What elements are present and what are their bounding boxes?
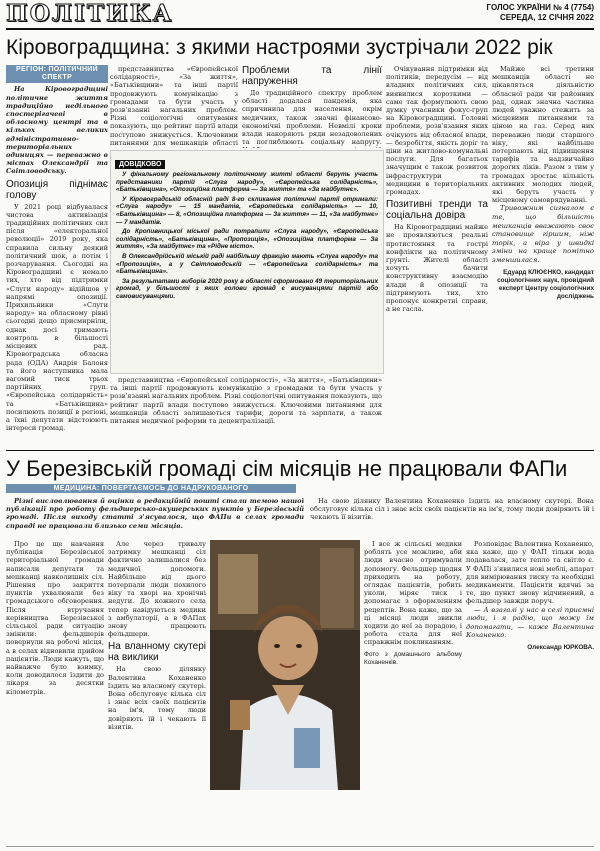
article2-paragraph: Про це ще навчання публікація Березівської територіальної громади написали депутати та мешканці навколишніх сіл. Рішення про закриття пунктів ухвалювали без громадського обговорення. Після втручання керівництва Березівської сільської ради ситуацію змінили: фельдшерів повернули на робочі місця, а в селах відновили прийом пацієнтів. Люди кажуть, що найважче було взимку, коли доводилося їздити до лікаря за десятки кілометрів. xyxy=(6,540,104,696)
article1-subhead-trends: Позитивні тренди та соціальна довіра xyxy=(386,199,488,222)
article1-column-2b xyxy=(110,376,382,446)
reference-box xyxy=(110,150,384,374)
article2-paragraph: Але через тривалу затримку мешканці сіл фактично залишалися без медичної допомоги. Найбільше від цього потерпали люди похилого віку та хворі на хронічні недуги. До кожного села тепер навідуються медики з амбулаторії, а в ФАПах знову працюють фельдшери. xyxy=(108,540,206,639)
section-title: ПОЛІТИКА xyxy=(6,0,174,27)
article2-signoff: Олександр ЮРКОВА. xyxy=(527,644,594,651)
article1-paragraph: На Кіровоградщині майже не проявляються реальні протистояння та гострі конфлікти на політичному ґрунті. Жителі області хочуть бачити конструктивну взаємодію влади й опозиції та підтримують тих, хто пропонує конкретні справи, а не гасла. xyxy=(386,223,488,314)
article2-subhead-scooter: На вланному скутері на виклики xyxy=(108,641,206,664)
top-rule xyxy=(6,28,594,30)
article1-paragraph: представництва «Європейської солідарності», «За життя», «Батьківщини» та інші партії продовжують комунікацію з громадами та бути участь у розв'язанні нагальних проблем. Різні соціологічні опитування показують, що рейтинг партії влади поступово знижується. Ключовими питаннями для мешканців області xyxy=(110,65,238,147)
article1-lead: На Кіровоградщині політичне життя традиційно недільного спостерігачеві в обласному центрі та в кількох великих адміністративно-територіальних одиницях — переважно в містах Олександрії та Світловодську. xyxy=(6,85,108,176)
article1-column-4 xyxy=(386,65,488,445)
article2-column-3-top xyxy=(310,497,594,537)
article2-lead: Різні висловлювання й оцінки в редакційній пошті стали темою нашої публікації про роботу фельдшерсько-акушерських пунктів у Березівській громаді. Після виходу статті з'ясувалося, що ФАПи в селах громади справді не працювали близько семи місяців. xyxy=(6,497,304,530)
article1-headline: Кіровоградщина: з якими настроями зустрічали 2022 рік xyxy=(6,36,553,59)
article2-lead-block xyxy=(6,497,304,537)
article1-paragraph: Майже всі третини мешканців області не цікавляться діяльністю обласної ради чи районних рад, однак значна частина людей уважно стежить за місцевими питаннями та ціною на газ. Серед них переважно люди старшого віку, які найбільше потерпають від підвищення тарифів та надзвичайно дорогих ліків. Разом з тим у громадах зростає кількість активних молодих людей, які беруть участь у місцевому самоврядуванні. xyxy=(492,65,594,205)
article1-column-2 xyxy=(110,65,238,148)
article1-rubric: РЕГІОН: ПОЛІТИЧНИЙ СПЕКТР xyxy=(6,65,108,83)
reference-paragraph: В Олександрійській міській раді найбільшу фракцію мають «Слуга народу» та «Пропозиція», а у Світловодській — «Європейська солідарність» та «Батьківщина». xyxy=(116,252,378,276)
article2-column-1 xyxy=(6,540,104,840)
article2-column-2 xyxy=(108,540,206,840)
article1-signoff: Едуард КЛЮЄНКО, кандидат соціологічних наук, провідний експерт Центру соціологічних досліджень xyxy=(497,268,594,300)
article2-headline: У Березівській громаді сім місяців не працювали ФАПи xyxy=(6,456,568,481)
paper-issue: ГОЛОС УКРАЇНИ № 4 (7754) xyxy=(486,3,594,12)
article2-paragraph: Розповідає Валентина Коханенко, яка каже, що у ФАП тільки вода подавалася, зате тепло та світло є. У ФАПі з'явилися нові меблі, апарат для вимірювання тиску та необхідні медикаменти. Пацієнти вдячні за те, що пункт знову відчинений, а фельдшер завжди поруч. xyxy=(466,540,594,606)
article1-column-3 xyxy=(242,65,382,148)
article1-paragraph: представництва «Європейської солідарності», «За життя», «Батьківщини» та інші партії продовжують комунікацію з громадами та бути участь у розв'язанні нагальних проблем. Різні соціологічні опитування показують, що рейтинг партії влади поступово знижується. Ключовими питаннями для мешканців області залишаються тарифи, дороги та зарплати, а також питання медичної реформи та децентралізації. xyxy=(110,376,382,426)
section-divider xyxy=(6,450,594,451)
article1-subhead-opposition: Опозиція піднімає голову xyxy=(6,178,108,201)
reference-paragraph: За результатами виборів 2020 року в області сформовано 49 територіальних громад, у більшості з яких голови громад є висуванцями партій або самовисуванцями. xyxy=(116,277,378,300)
article2-paragraph: На свою ділянку Валентина Коханенко їздить на власному скутері. Вона обслуговує кілька сіл і знає всіх своїх пацієнтів на ім'я, тому люди довіряють їй і чекають її візитів. xyxy=(108,665,206,731)
nurse-photo xyxy=(210,540,360,790)
article2-quote: — А взагалі у нас в селі приємні люди, і я радію, що можу їм допомагати, — каже Валентина Коханенко. xyxy=(466,605,594,640)
article2-rubric: МЕДИЦИНА: ПОВЕРТАЄМОСЬ ДО НАДРУКОВАНОГО xyxy=(6,484,296,493)
article2-paragraph: І все ж сільські медики роблять усе можливе, аби люди вчасно отримували допомогу. Фельдшер щодня приходить на роботу, оглядає пацієнтів, робить уколи, міряє тиск і допомагає з оформленням рецептів. Вона каже, що за ці місяці люди звикли ходити до неї за порадою, і робота стала для неї справжнім покликанням. xyxy=(364,540,462,647)
article2-paragraph: На свою ділянку Валентина Коханенко їздить на власному скутері. Вона обслуговує кілька сіл і знає всіх своїх пацієнтів на ім'я, тому люди довіряють їй і чекають її візитів. xyxy=(310,497,594,522)
article2-header xyxy=(6,484,594,493)
article2-column-4 xyxy=(364,540,462,840)
reference-paragraph: До Кропивницької міської ради потрапили «Слуга народу», «Європейська солідарність», «Батьківщина», «Пропозиція», «Опозиційна платформа — За життя», «За майбутнє» та «Рідне місто». xyxy=(116,228,378,251)
masthead xyxy=(6,0,594,27)
article1-paragraph: Очікування підтримки від політиків, передусім — від владних політичних сил, виявилися короткими — саме так формулюють свою думку учасники фокус-груп на Кіровоградщині. Головні проблеми, розв'язання яких очікують від обласної влади, — безробіття, якість доріг та ціни на житлово-комунальні послуги. Для багатьох значущим є також розвиток інфраструктури та медицини в територіальних громадах. xyxy=(386,65,488,197)
photo-caption: Фото з домашнього альбому Коханенків. xyxy=(364,650,462,666)
nurse-photo-image xyxy=(210,540,360,790)
article1-paragraph: До традиційного спектру проблем області додалася пандемія, яка спричинила для населення, окрім медичних, також значні фінансово-економічні проблеми. Невмілі кроки влади накоряють ряди незадоволених та поглиблюють соціальну напругу. xyxy=(242,89,382,147)
reference-paragraph: У Кіровоградській обласній раді 8-го скликання політичні партії отримали: «Слуга народу» — 15 мандатів, «Європейська солідарність» — 10, «Батьківщина» — 8, «Опозиційна платформа — За життя» — 11, «За майбутнє» — 7 мандатів. xyxy=(116,195,378,226)
reference-tag: ДОВІДКОВО xyxy=(115,160,165,169)
bottom-rule xyxy=(6,846,594,847)
issue-info xyxy=(487,3,594,23)
reference-paragraph: У фінальному регіональному політичному житті області беруть участь представники партій «Слуга народу», «Європейська солідарність», «Батьківщина», «Опозиційна платформа — За життя» та «За майбутнє». xyxy=(116,171,378,194)
article1-subhead-problems: Проблеми та лінії напруження xyxy=(242,65,382,87)
article1-paragraph: У 2021 році відбувалася чистова активізація традиційних політичних сил після «електоральної революції» 2019 року, яка справила сильну деякий політичний шок, а потім і розчарування. Сьогодні на Кіровоградщині є немало тих, хто від підтримки «Слуги народу» відійшов у напрямі опозиції. Прихильники «Слуги народу» на обласному рівні сьогодні дещо присмирніли, однак досі тримають контроль в більшості місцевих рад. Кіровоградська обласна рада (ОДА) Андрія Балоня та його наступника мала вагомий тиск трьох партійних груп. «Європейська солідарність» та «Батьківщина» посилюють позиції в регіоні, а їхні депутати відстоюють інтереси громад. xyxy=(6,202,108,433)
article1-column-1 xyxy=(6,65,108,445)
article2-column-5 xyxy=(466,540,594,840)
issue-date: СЕРЕДА, 12 СІЧНЯ 2022 xyxy=(500,13,594,22)
article1-column-5 xyxy=(492,65,594,445)
article1-quote: Тривожним сигналом є те, що більшість мешканців вважають своє становище гіршим, ніж торік, а віра у швидкі зміни на краще помітно зменшилася. xyxy=(492,204,594,265)
reference-body xyxy=(111,171,383,301)
